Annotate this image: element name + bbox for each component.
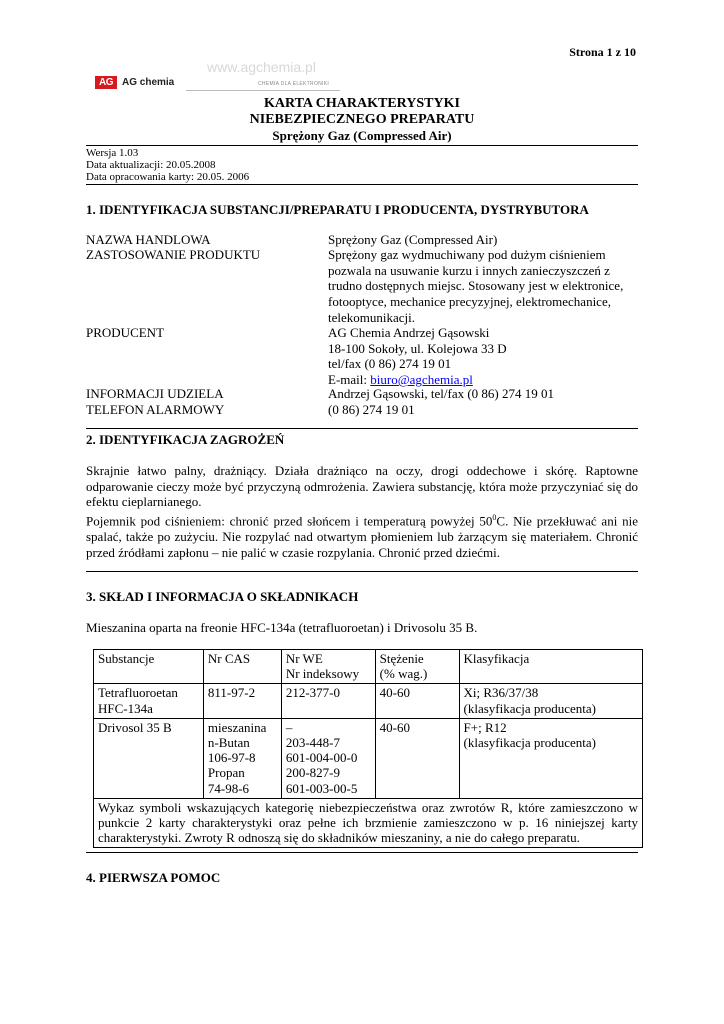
info-label: INFORMACJI UDZIELA	[86, 386, 224, 401]
document-title-line2: NIEBEZPIECZNEGO PREPARATU	[249, 112, 475, 127]
composition-table	[93, 649, 643, 848]
composition-intro: Mieszanina oparta na freonie HFC-134a (tetrafluoroetan) i Drivosolu 35 B.	[86, 620, 478, 635]
divider	[86, 852, 638, 853]
header-text: Nr CAS	[207, 651, 251, 666]
usage-line: fotooptyce, mechanice precyzyjnej, elektromechanice,	[328, 294, 611, 310]
producer-value	[328, 325, 640, 388]
table-cell: 811-97-2	[203, 684, 281, 718]
divider	[86, 428, 638, 429]
header-text: Substancje	[98, 651, 155, 666]
update-date: Data aktualizacji: 20.05.2008	[86, 159, 216, 171]
page-number: Strona 1 z 10	[569, 45, 636, 59]
header-we	[281, 650, 375, 684]
table-cell: – 203-448-7 601-004-00-0 200-827-9 601-003-00-5	[281, 718, 375, 798]
section-4-heading: 4. PIERWSZA POMOC	[86, 870, 221, 885]
header-concentration	[375, 650, 459, 684]
preparation-date: Data opracowania karty: 20.05. 2006	[86, 171, 250, 183]
table-cell: mieszanina n-Butan 106-97-8 Propan 74-98-6	[203, 718, 281, 798]
section-2-heading: 2. IDENTYFIKACJA ZAGROŻEŃ	[86, 432, 285, 447]
header-classification	[459, 650, 642, 684]
alarm-phone-value: (0 86) 274 19 01	[328, 402, 415, 417]
header-text: Nr WE Nr indeksowy	[285, 651, 360, 682]
hazard-text-start: Pojemnik pod ciśnieniem: chronić przed słońcem i temperaturą powyżej 50	[86, 513, 493, 529]
divider	[86, 184, 638, 185]
usage-line: pozwala na usuwanie kurzu i innych zanieczyszczeń z	[328, 262, 610, 278]
hazard-paragraph-1: Skrajnie łatwo palny, drażniący. Działa drażniąco na oczy, drogi oddechowe i skórę. Raptowne odparowanie cieczy może być przyczyną odmrożenia. Zawiera substancję, która może przyczyniać się do efektu cieplarnianego.	[86, 463, 638, 510]
header-substance	[94, 650, 204, 684]
hazard-paragraph-2	[86, 510, 638, 560]
section-1-heading: 1. IDENTYFIKACJA SUBSTANCJI/PREPARATU I PRODUCENTA, DYSTRYBUTORA	[86, 202, 589, 217]
table-cell: 212-377-0	[281, 684, 375, 718]
section-3-heading: 3. SKŁAD I INFORMACJA O SKŁADNIKACH	[86, 589, 359, 604]
table-row	[94, 684, 643, 718]
degree-superscript: 0	[492, 513, 497, 522]
email-prefix: E-mail:	[328, 372, 371, 388]
logo-url-watermark: www.agchemia.pl	[207, 59, 316, 75]
header-cas	[203, 650, 281, 684]
document-title-line1: KARTA CHARAKTERYSTYKI	[264, 96, 460, 111]
hazard-text-end: C. Nie przekłuwać ani nie spalać, także po zużyciu. Nie rozpylać nad otwartym płomieniem lub żarzącym się materiałem. Chronić przed źródłami zapłonu – nie palić w czasie rozpylania. Chronić przed dziećmi.	[86, 513, 638, 560]
producer-label: PRODUCENT	[86, 325, 165, 340]
table-cell: 40-60	[375, 718, 459, 798]
product-title: Sprężony Gaz (Compressed Air)	[272, 128, 452, 143]
divider	[86, 571, 638, 572]
trade-name-value: Sprężony Gaz (Compressed Air)	[328, 232, 498, 247]
version: Wersja 1.03	[86, 147, 139, 159]
company-logo	[95, 76, 174, 89]
table-note: Wykaz symboli wskazujących kategorię niebezpieczeństwa oraz zwrotów R, które zamieszczono w punkcie 2 karty charakterystyki oraz pełne ich brzmienie zamieszczono w p. 16 niniejszej karty charakterystyki. Zwroty R odnoszą się do składników mieszaniny, a nie do całego preparatu.	[94, 798, 643, 848]
table-cell: Drivosol 35 B	[94, 718, 204, 798]
divider	[86, 145, 638, 146]
producer-name: AG Chemia Andrzej Gąsowski	[328, 325, 490, 340]
logo-tagline: CHEMIA DLA ELEKTRONIKI	[258, 81, 330, 87]
info-value: Andrzej Gąsowski, tel/fax (0 86) 274 19 01	[328, 386, 555, 401]
producer-address: 18-100 Sokoły, ul. Kolejowa 33 D	[328, 340, 507, 356]
alarm-phone-label: TELEFON ALARMOWY	[86, 402, 225, 417]
usage-line: telekomunikacji.	[328, 309, 416, 325]
usage-value	[328, 247, 640, 326]
table-note-row	[94, 798, 643, 848]
producer-phone: tel/fax (0 86) 274 19 01	[328, 356, 452, 372]
usage-line: Sprężony gaz wydmuchiwany pod dużym ciśnieniem	[328, 247, 606, 262]
table-cell: F+; R12 (klasyfikacja producenta)	[459, 718, 642, 798]
table-cell: 40-60	[375, 684, 459, 718]
ag-logo-icon: AG	[95, 76, 117, 89]
header-text: Klasyfikacja	[463, 651, 530, 666]
logo-divider	[186, 90, 340, 91]
usage-line: trudno dostępnych miejsc. Stosowany jest w elektronice,	[328, 278, 624, 294]
table-header-row	[94, 650, 643, 684]
email-link[interactable]: biuro@agchemia.pl	[370, 372, 473, 388]
table-cell: Xi; R36/37/38 (klasyfikacja producenta)	[459, 684, 642, 718]
table-cell: Tetrafluoroetan HFC-134a	[94, 684, 204, 718]
logo-name: AG chemia	[122, 77, 175, 88]
header-text: Stężenie (% wag.)	[379, 651, 428, 682]
table-row	[94, 718, 643, 798]
trade-name-label: NAZWA HANDLOWA	[86, 232, 211, 247]
usage-label: ZASTOSOWANIE PRODUKTU	[86, 247, 261, 262]
